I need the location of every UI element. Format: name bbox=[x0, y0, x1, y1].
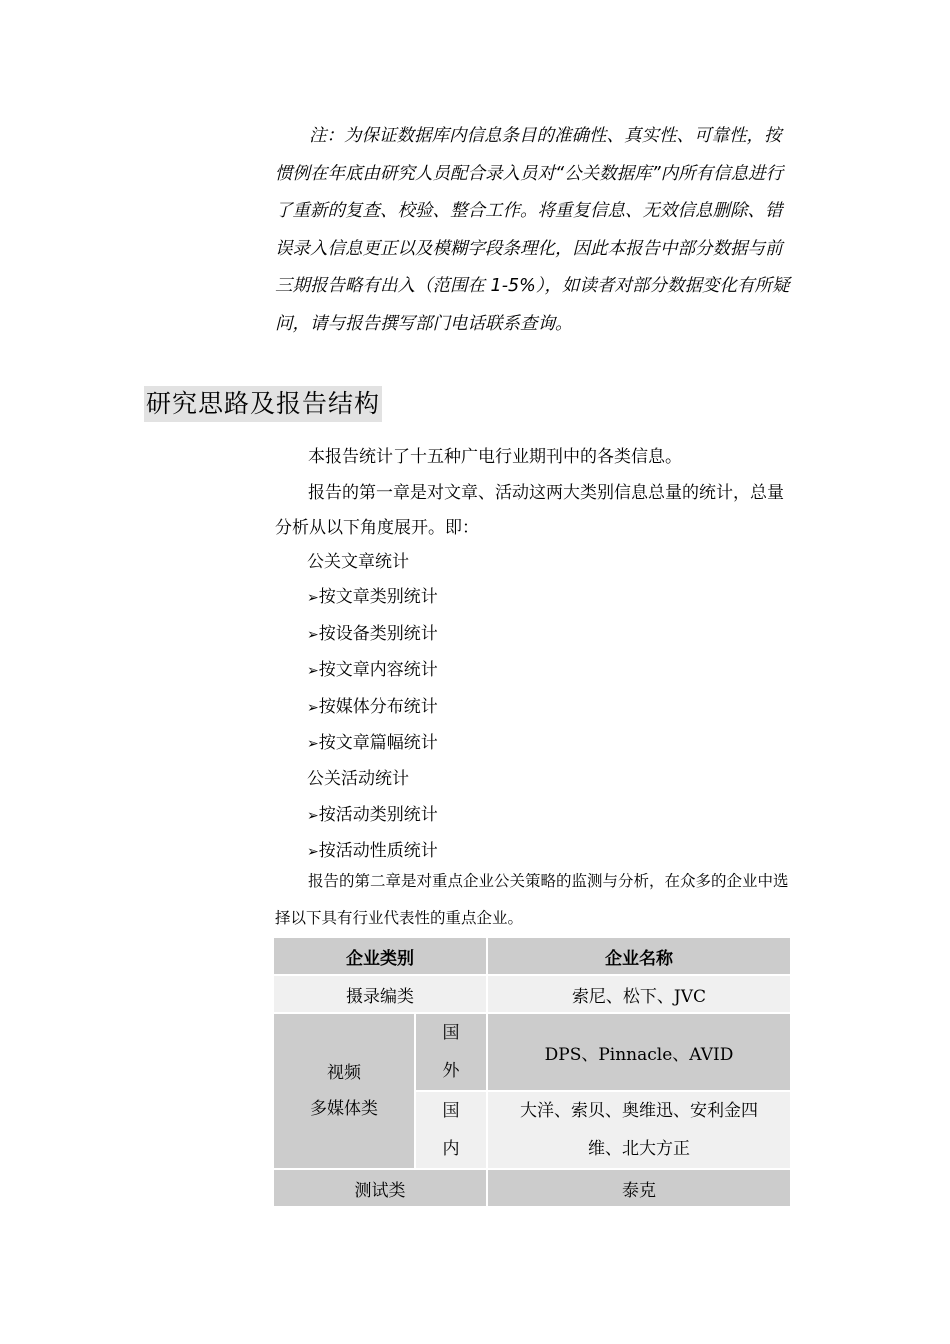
list-item bbox=[307, 580, 438, 616]
list-item-label: 按设备类别统计 bbox=[318, 623, 438, 644]
subcategory-char: 外 bbox=[442, 1061, 460, 1081]
arrow-bullet-icon: ➢ bbox=[307, 663, 319, 680]
intro-paragraph-1: 本报告统计了十五种广电行业期刊中的各类信息。 bbox=[308, 447, 682, 467]
section-title: 研究思路及报告结构 bbox=[144, 386, 382, 422]
category-line: 多媒体类 bbox=[310, 1099, 378, 1119]
intro-paragraph-2: 报告的第一章是对文章、活动这两大类别信息总量的统计，总量分析从以下角度展开。即： bbox=[275, 482, 784, 538]
outline-group-articles: 公关文章统计 bbox=[307, 552, 409, 572]
cell-names-foreign: DPS、Pinnacle、AVID bbox=[488, 1014, 790, 1090]
subcategory-char: 国 bbox=[442, 1101, 460, 1121]
header-category: 企业类别 bbox=[274, 938, 486, 974]
subcategory-char: 国 bbox=[442, 1023, 460, 1043]
note-text: 注：为保证数据库内信息条目的准确性、真实性、可靠性，按惯例在年底由研究人员配合录入员对“公关数据库”内所有信息进行了重新的复查、校验、整合工作。将重复信息、无效信息删除、错误录入信息更正以及模糊字段条理化，因此本报告中部分数据与前三期报告略有出入（范围在 1-5%），如读者对部分数据变化有所疑问，请与报告撰写部门电话联系查询。 bbox=[275, 126, 790, 334]
category-line: 视频 bbox=[327, 1063, 361, 1083]
arrow-bullet-icon: ➢ bbox=[307, 807, 319, 824]
cell-category: 摄录编类 bbox=[274, 976, 486, 1012]
list-item-label: 按文章类别统计 bbox=[318, 587, 438, 608]
subcategory-char: 内 bbox=[442, 1139, 460, 1159]
names-line: 维、北大方正 bbox=[588, 1139, 690, 1159]
arrow-bullet-icon: ➢ bbox=[307, 736, 319, 753]
chapter2-text: 报告的第二章是对重点企业公关策略的监测与分析，在众多的企业中选择以下具有行业代表性的重点企业。 bbox=[275, 872, 789, 927]
cell-category: 测试类 bbox=[274, 1170, 486, 1206]
outline-list bbox=[307, 545, 438, 871]
list-item bbox=[307, 726, 438, 762]
list-item-label: 按活动性质统计 bbox=[318, 841, 438, 862]
table-row bbox=[274, 976, 790, 1012]
cell-subcategory-domestic bbox=[416, 1092, 486, 1168]
list-item-label: 按活动类别统计 bbox=[318, 804, 438, 825]
header-name: 企业名称 bbox=[488, 938, 790, 974]
table-header-row bbox=[274, 938, 790, 974]
arrow-bullet-icon: ➢ bbox=[307, 699, 319, 716]
list-item-label: 按文章内容统计 bbox=[318, 660, 438, 681]
arrow-bullet-icon: ➢ bbox=[307, 844, 319, 861]
table-row bbox=[274, 1170, 790, 1206]
list-item bbox=[307, 617, 438, 653]
chapter2-paragraph bbox=[275, 863, 795, 936]
list-item bbox=[307, 653, 438, 689]
list-item bbox=[307, 798, 438, 834]
list-item bbox=[307, 690, 438, 726]
note-block bbox=[275, 118, 795, 343]
cell-names-domestic bbox=[488, 1092, 790, 1168]
cell-names: 索尼、松下、JVC bbox=[488, 976, 790, 1012]
cell-category-video bbox=[274, 1014, 414, 1168]
arrow-bullet-icon: ➢ bbox=[307, 626, 319, 643]
outline-group-activities: 公关活动统计 bbox=[307, 769, 409, 790]
intro-block bbox=[275, 440, 795, 547]
cell-names: 泰克 bbox=[488, 1170, 790, 1206]
names-line: 大洋、索贝、奥维迅、安利金四 bbox=[520, 1101, 758, 1121]
arrow-bullet-icon: ➢ bbox=[307, 590, 319, 607]
table-row bbox=[274, 1014, 790, 1090]
cell-subcategory-foreign bbox=[416, 1014, 486, 1090]
list-item-label: 按文章篇幅统计 bbox=[318, 733, 438, 754]
list-item-label: 按媒体分布统计 bbox=[318, 696, 438, 717]
enterprise-table bbox=[272, 936, 792, 1208]
